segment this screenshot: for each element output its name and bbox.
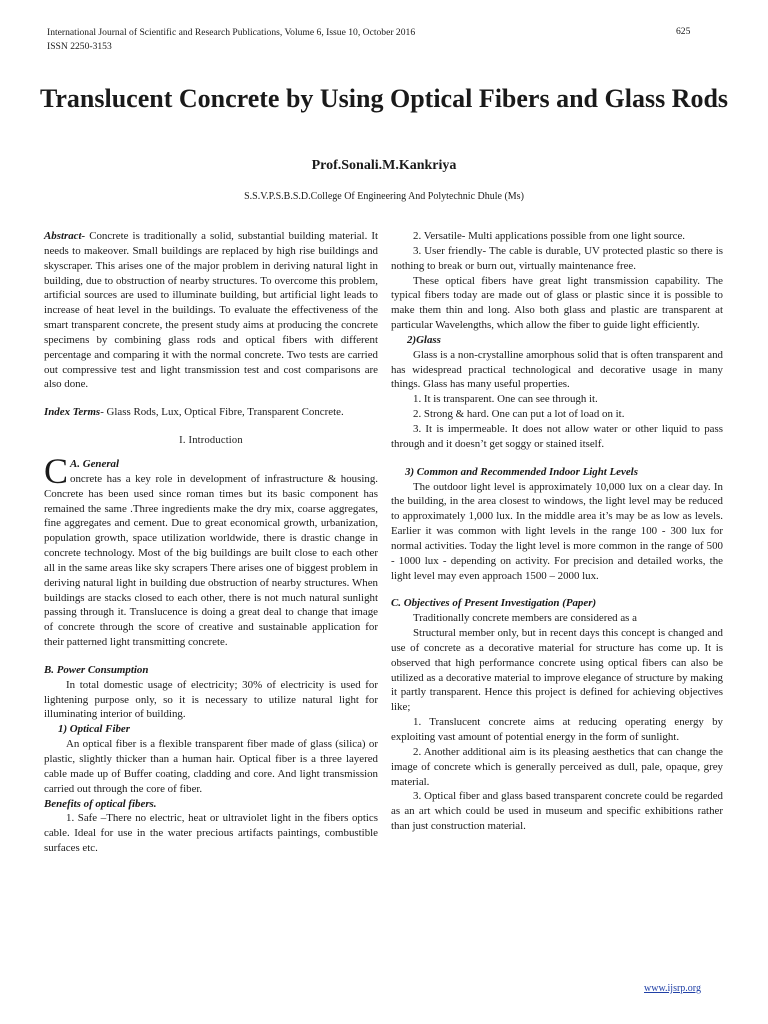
journal-website-link[interactable]: www.ijsrp.org bbox=[644, 983, 701, 994]
objective-2: 2. Another additional aim is its pleasing aesthetics that can change the image of concrete which is generally perceived as dull, pale, opaque, grey material. bbox=[391, 745, 723, 788]
benefits-heading: Benefits of optical fibers. bbox=[44, 797, 157, 810]
objectives-line-1: Traditionally concrete members are considered as a bbox=[413, 612, 637, 625]
power-heading: B. Power Consumption bbox=[44, 663, 149, 676]
index-terms-text: - Glass Rods, Lux, Optical Fibre, Transparent Concrete. bbox=[100, 406, 344, 419]
glass-property-3: 3. It is impermeable. It does not allow water or other liquid to pass through and it doesn’t get soggy or stained itself. bbox=[391, 422, 723, 450]
light-levels-heading: 3) Common and Recommended Indoor Light Levels bbox=[405, 465, 638, 478]
issn-line: ISSN 2250-3153 bbox=[47, 41, 112, 52]
objectives-paragraph: Structural member only, but in recent days this concept is changed and use of concrete as a decorative material for structure has come up. It is observed that high performance concrete using optical fibers can also be utilized as a decorative material to improve elegance of structure by making it partly transparent. Hence this project is defined for achieving objectives like; bbox=[391, 627, 723, 714]
fibers-paragraph: These optical fibers have great light transmission capability. The typical fibers today are made out of glass or plastic since it is possible to make them thin and long. Also both glass and plastic are transparent at particular Wavelengths, which allow the fiber to guide light efficiently. bbox=[391, 274, 723, 332]
general-text: oncrete has a key role in development of infrastructure & housing. Concrete has been used since roman times but its basic component has remained the same .Three ingredients make the dry mix, coarse aggregates, fine aggregates and cement. Due to great economical growth, urbanization, population growth, space utilization worldwide, there is drastic change in concrete technology. Most of the big buildings are built close to each other all in the same areas like sky scrapers There arises one of biggest problem in deriving natural light in building due obstruction of nearby structures. When buildings are stacks closed to each other, there is not much natural sunlight passing through it. Translucence is doing a great deal to change that image of concrete through the score of creative and sustainable application for their patterned light transmitting concrete. bbox=[44, 472, 378, 649]
general-heading: A. General bbox=[70, 457, 120, 470]
glass-heading: 2)Glass bbox=[407, 333, 441, 346]
benefit-3: 3. User friendly- The cable is durable, UV protected plastic so there is nothing to break or burn out, virtually maintenance free. bbox=[391, 244, 723, 272]
right-column bbox=[391, 229, 723, 834]
glass-property-1: 1. It is transparent. One can see through it. bbox=[413, 393, 598, 406]
general-section bbox=[44, 450, 378, 650]
left-column bbox=[44, 229, 378, 856]
paper-title: Translucent Concrete by Using Optical Fibers and Glass Rods bbox=[39, 84, 729, 113]
objective-3: 3. Optical fiber and glass based transparent concrete could be regarded as an art which could be used in museum and specific exhibitions rather than just construction material. bbox=[391, 790, 723, 833]
drop-cap: C bbox=[44, 450, 69, 491]
objective-1: 1. Translucent concrete aims at reducing operating energy by exploiting vast amount of potential energy in the form of sunlight. bbox=[391, 716, 723, 743]
power-text: In total domestic usage of electricity; 30% of electricity is used for lightening purpose only, so it is necessary to utilize natural light for illuminating interior of building. bbox=[44, 678, 378, 721]
glass-property-2: 2. Strong & hard. One can put a lot of load on it. bbox=[413, 408, 625, 421]
benefit-1: 1. Safe –There no electric, heat or ultraviolet light in the fibers optics cable. Ideal for use in the water precious artifacts paintings, combustible surfaces etc. bbox=[44, 812, 378, 855]
author-name: Prof.Sonali.M.Kankriya bbox=[311, 158, 457, 173]
index-terms bbox=[44, 405, 378, 420]
journal-line: International Journal of Scientific and Research Publications, Volume 6, Issue 10, October 2016 bbox=[47, 27, 416, 38]
optical-fiber-heading: 1) Optical Fiber bbox=[58, 723, 130, 736]
index-terms-label: Index Terms bbox=[44, 406, 101, 419]
abstract-label: Abstract- bbox=[44, 230, 86, 242]
optical-fiber-text: An optical fiber is a flexible transparent fiber made of glass (silica) or plastic, slightly thicker than a human hair. Optical fiber is a three layered cable made up of Buffer coating, cladding and core. And light transmission carried out through the core of fiber. bbox=[44, 738, 378, 795]
running-header bbox=[47, 26, 415, 54]
benefit-2: 2. Versatile- Multi applications possible from one light source. bbox=[413, 230, 686, 242]
introduction-heading: I. Introduction bbox=[179, 435, 243, 447]
light-levels-paragraph: The outdoor light level is approximately 10,000 lux on a clear day. In the building, in the area closest to windows, the light level may be reduced to approximately 1,000 lux. In the middle area it’s may be as low as levels. Earlier it was common with light levels in the range 100 - 300 lux for normal activities. Today the light level is more common in the range of 500 - 1000 lux - depending on activity. For precision and detailed works, the light level may even approach 1500 – 2000 lux. bbox=[391, 480, 723, 582]
abstract-text: Concrete is traditionally a solid, substantial building material. It needs to makeover. Small buildings are replaced by high rise buildings and skyscraper. This arises one of the major problem in deriving natural light in building, due to obstruction of nearby structures. To overcome this problem, artificial sources are used to illuminate building, but artificial light leads to increase of heat level in the buildings. To evaluate the effectiveness of the smart transparent concrete, the present study aims at producing the concrete specimens by combining glass rods and optical fibers with different percentage and comparing it with the normal concrete. Two tests are carried out compressive test and light transmission test and cost comparisons are also done. bbox=[44, 230, 378, 391]
author-affiliation: S.S.V.P.S.B.S.D.College Of Engineering And Polytechnic Dhule (Ms) bbox=[244, 191, 524, 202]
abstract bbox=[44, 229, 378, 392]
glass-paragraph: Glass is a non-crystalline amorphous solid that is often transparent and has widespread practical technological and decorative usage in many things. Glass has many useful properties. bbox=[391, 348, 723, 391]
objectives-heading: C. Objectives of Present Investigation (Paper) bbox=[391, 597, 597, 610]
page-number: 625 bbox=[676, 26, 691, 37]
